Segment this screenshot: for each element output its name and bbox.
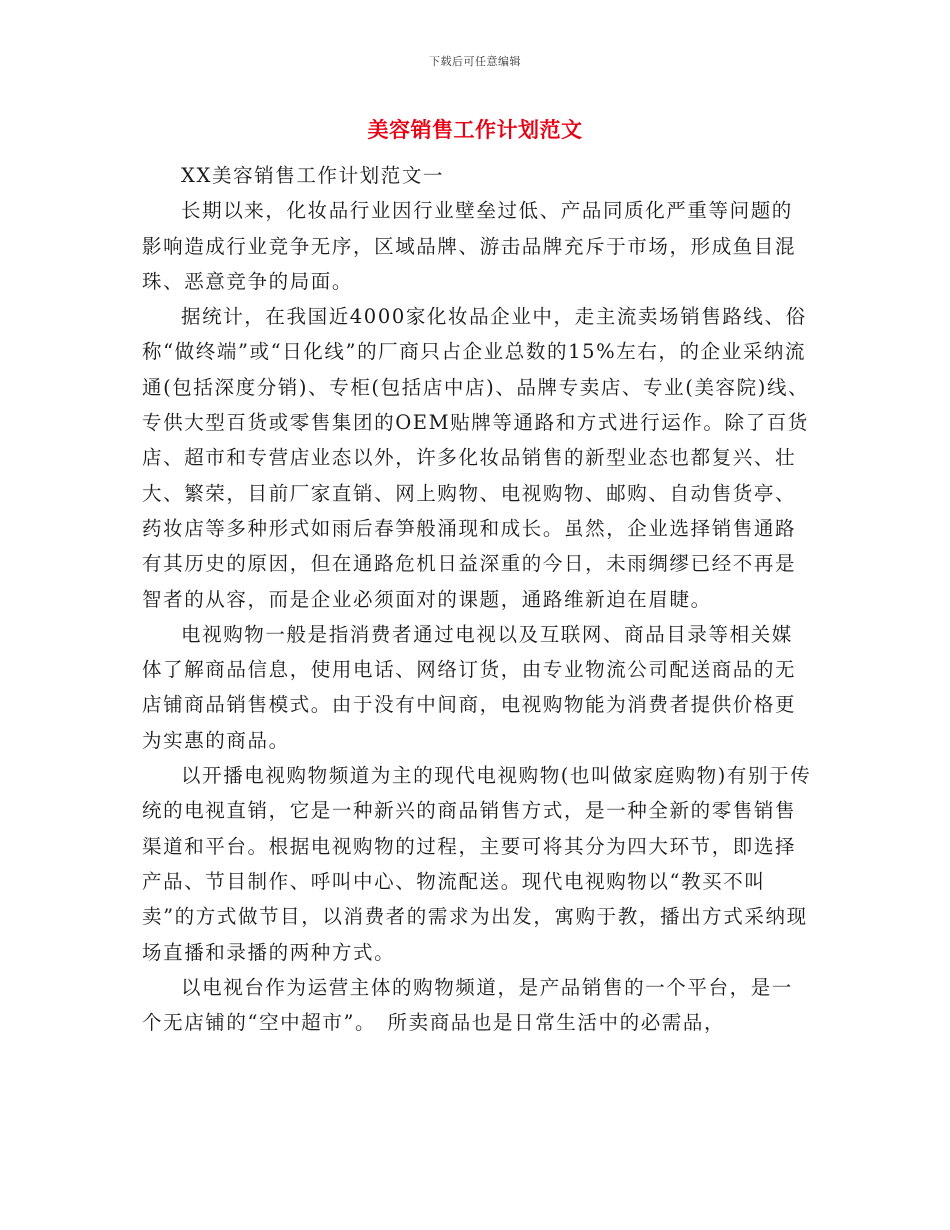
document-subtitle: XX美容销售工作计划范文一: [181, 164, 445, 187]
paragraph: 以开播电视购物频道为主的现代电视购物(也叫做家庭购物)有别于传统的电视直销，它是一种新兴的商品销售方式，是一种全新的零售销售渠道和平台。根据电视购物的过程，主要可将其分为四大环节，即选择产品、节目制作、呼叫中心、物流配送。现代电视购物以“教买不叫卖”的方式做节目，以消费者的需求为出发，寓购于教，播出方式采纳现场直播和录播的两种方式。: [142, 764, 812, 964]
paragraph: 电视购物一般是指消费者通过电视以及互联网、商品目录等相关媒体了解商品信息，使用电话、网络订货，由专业物流公司配送商品的无店铺商品销售模式。由于没有中间商，电视购物能为消费者提供价格更为实惠的商品。: [142, 622, 797, 752]
document-title: 美容销售工作计划范文: [367, 117, 583, 142]
paragraph: 据统计，在我国近4000家化妆品企业中，走主流卖场销售路线、俗称“做终端”或“日化线”的厂商只占企业总数的15%左右，的企业采纳流通(包括深度分销)、专柜(包括店中店)、品牌专卖店、专业(美容院)线、专供大型百货或零售集团的OEM贴牌等通路和方式进行运作。除了百货店、超市和专营店业态以外，许多化妆品销售的新型业态也都复兴、壮大、繁荣，目前厂家直销、网上购物、电视购物、邮购、自动售货亭、药妆店等多种形式如雨后春笋般涌现和成长。虽然，企业选择销售通路有其历史的原因，但在通路危机日益深重的今日，未雨绸缪已经不再是智者的从容，而是企业必须面对的课题，通路维新迫在眉睫。: [142, 305, 810, 611]
document-body: [142, 158, 812, 1040]
page-header-note: 下载后可任意编辑: [429, 55, 521, 68]
paragraph: 以电视台作为运营主体的购物频道，是产品销售的一个平台，是一个无店铺的“空中超市”。 所卖商品也是日常生活中的必需品，: [142, 975, 793, 1035]
paragraph: 长期以来，化妆品行业因行业壁垒过低、产品同质化严重等问题的影响造成行业竞争无序，区域品牌、游击品牌充斥于市场，形成鱼目混珠、恶意竞争的局面。: [142, 199, 797, 293]
